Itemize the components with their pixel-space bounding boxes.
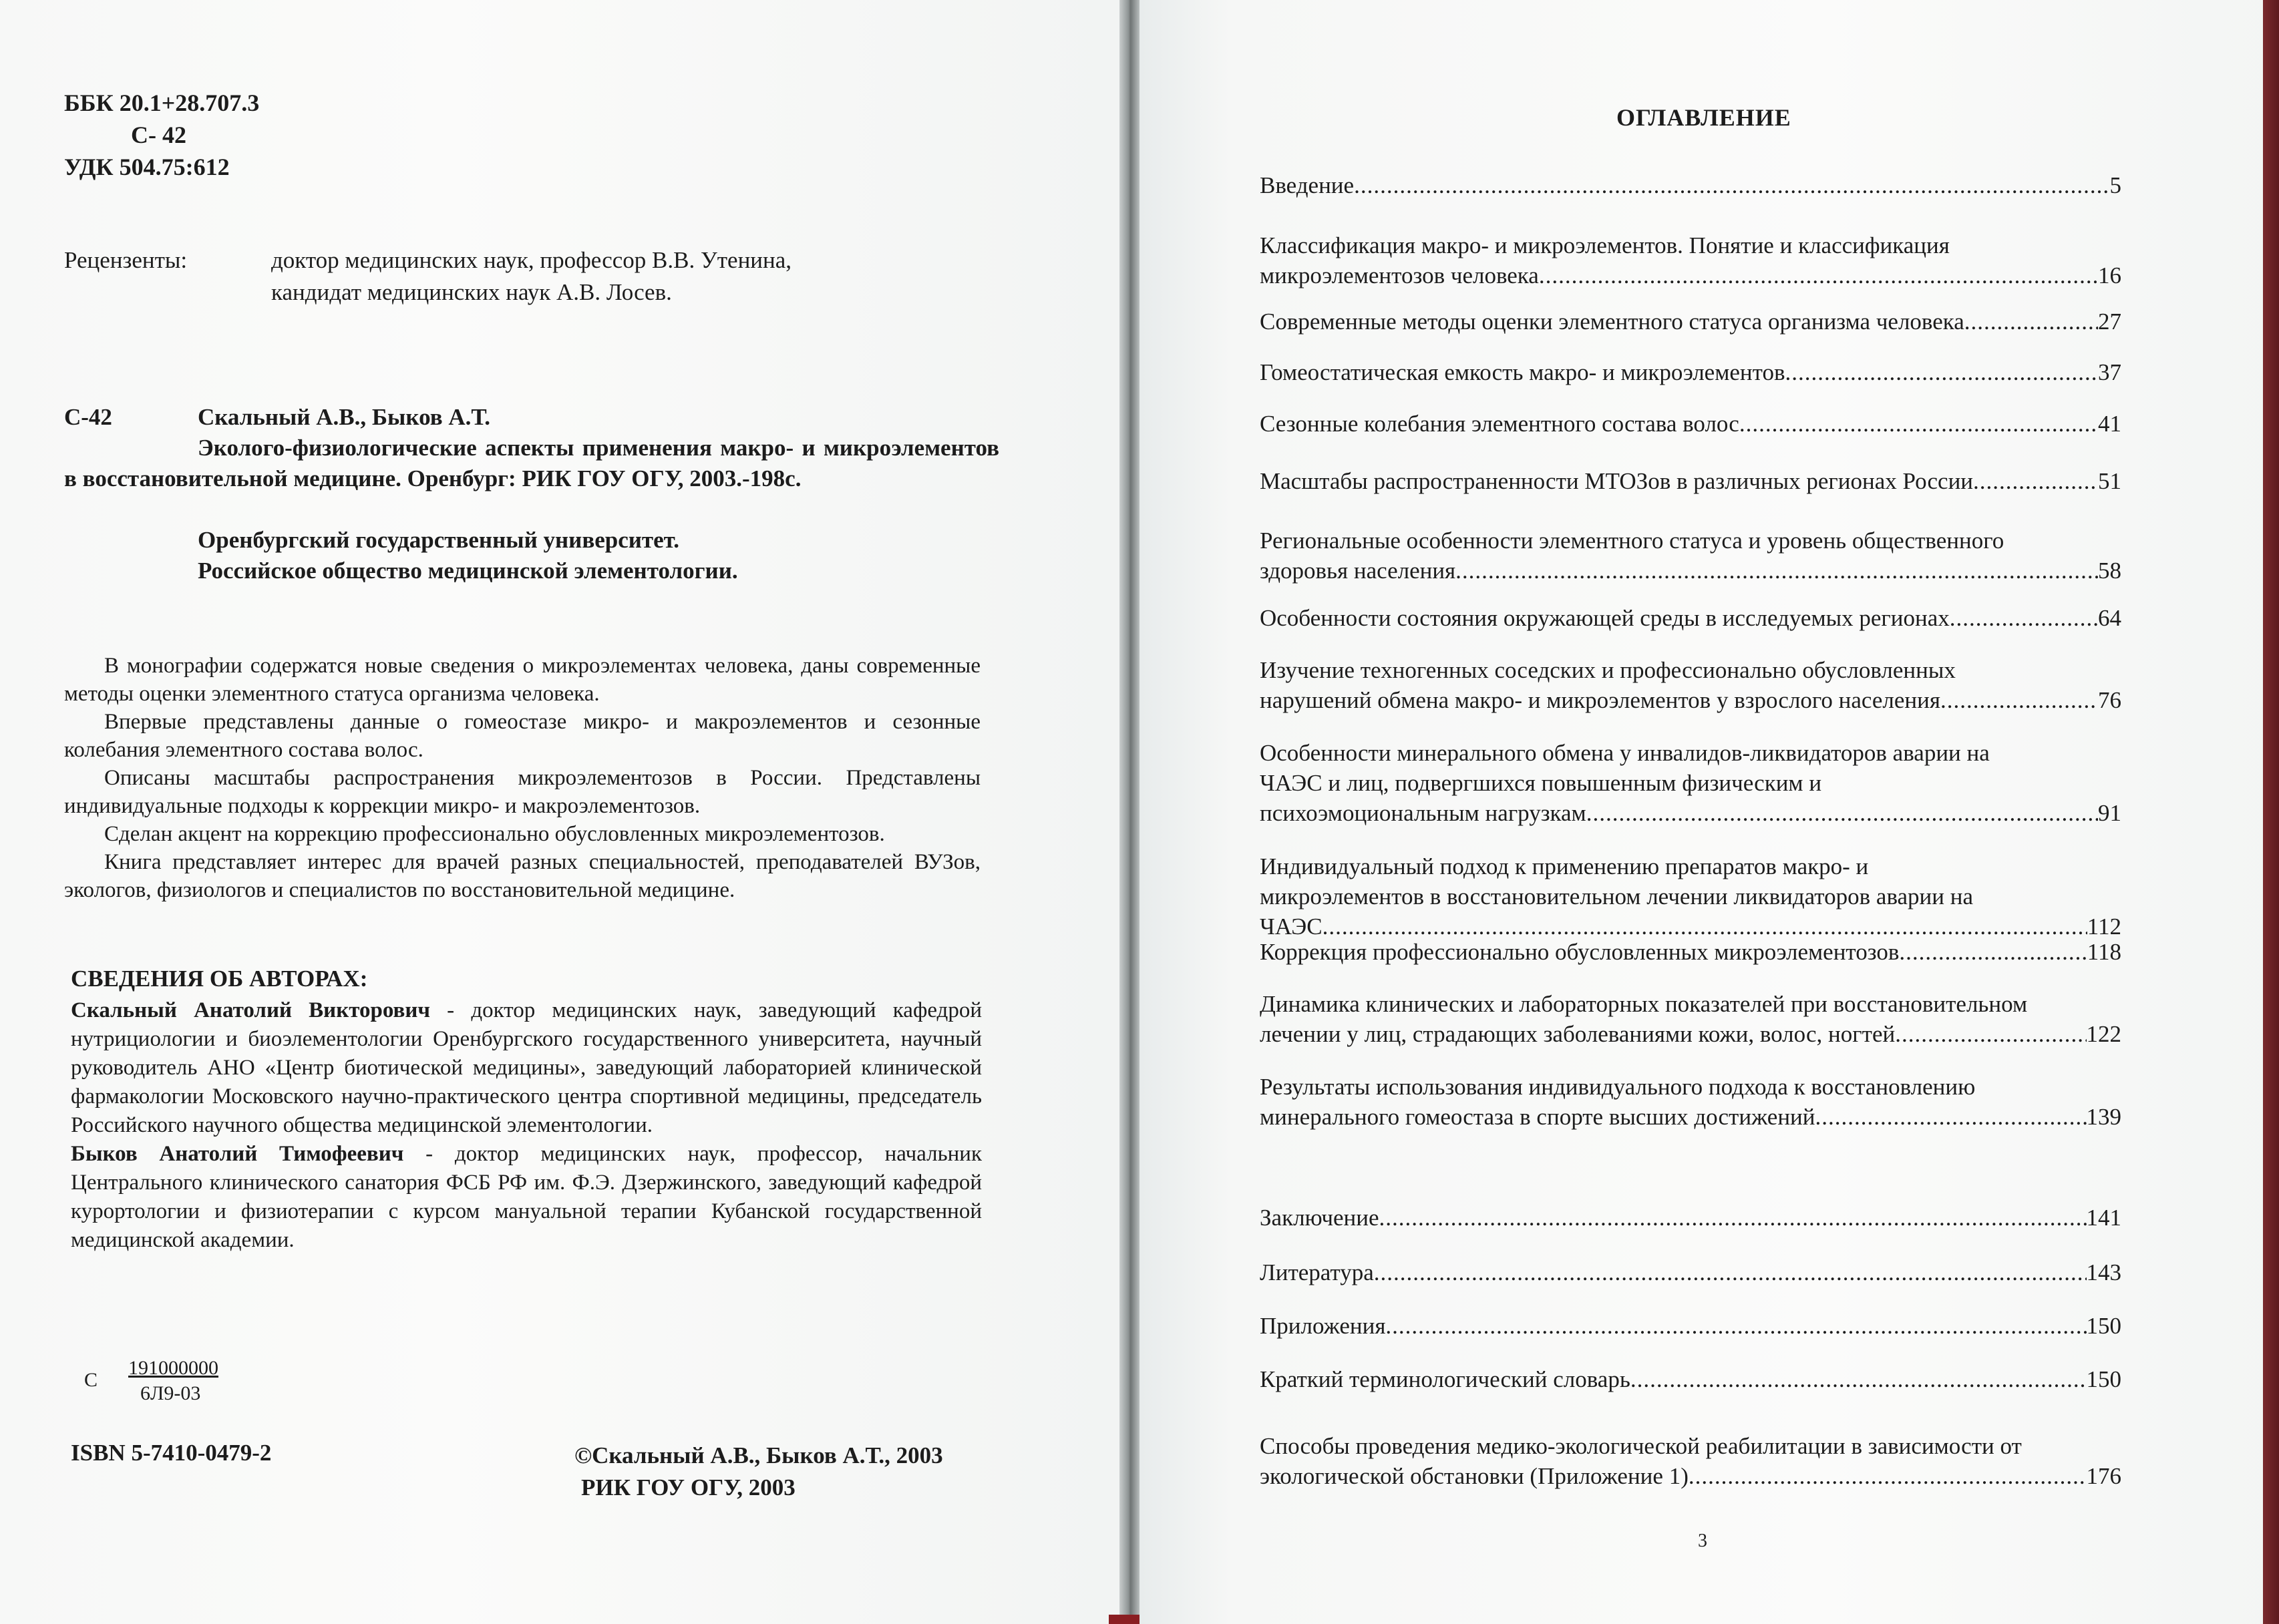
code-number: 191000000 <box>128 1357 218 1379</box>
toc-entry <box>1260 853 2121 944</box>
toc-entry-leader-row <box>1260 1366 2121 1396</box>
author-1-bio: - доктор медицинских наук, заведующий кафедрой нутрициологии и биоэлементологии Оренбургского государственного университета, научный руководитель АНО «Центр биотической медицины», заведующий лабораторией клинической фармакологии Московского научно-практического центра спортивной медицины, председатель Российского научного общества медицинской элементологии. <box>71 998 982 1137</box>
toc-entry-title: Приложения <box>1260 1313 1386 1339</box>
toc-entry-title: экологической обстановки (Приложение 1) <box>1260 1463 1689 1489</box>
abstract-paragraph: Сделан акцент на коррекцию профессионально обусловленных микроэлементозов. <box>104 822 885 846</box>
isbn: ISBN 5-7410-0479-2 <box>71 1440 272 1466</box>
toc-dot-leader <box>1323 914 2087 940</box>
toc-page-number: 41 <box>2098 411 2121 437</box>
toc-entry-leader-row <box>1260 468 2121 498</box>
left-page <box>0 0 1119 1624</box>
toc-dot-leader <box>1539 262 2098 289</box>
author-1-bio-paragraph <box>71 996 982 1140</box>
toc-page-number: 76 <box>2098 687 2121 713</box>
toc-entry-leader-row <box>1260 172 2121 202</box>
citation-code: С-42 <box>64 404 112 430</box>
toc-dot-leader <box>1899 939 2087 966</box>
toc-entry-title: Масштабы распространенности МТОЗов в различных регионах России <box>1260 468 1974 494</box>
toc-entry <box>1260 740 2121 830</box>
authors-heading: СВЕДЕНИЯ ОБ АВТОРАХ: <box>71 966 368 992</box>
toc-dot-leader <box>1385 1313 2086 1340</box>
toc-page-number: 118 <box>2087 939 2121 965</box>
reviewers-names <box>271 244 792 309</box>
toc-dot-leader <box>1785 359 2099 386</box>
toc-dot-leader <box>1630 1366 2087 1393</box>
abstract <box>64 652 981 904</box>
toc-entry-line: Способы проведения медико-экологической реабилитации в зависимости от <box>1260 1433 2022 1459</box>
toc-entry-leader-row <box>1260 558 2121 588</box>
toc-entry <box>1260 605 2121 635</box>
toc-entry-line: Особенности минерального обмена у инвалидов-ликвидаторов аварии на <box>1260 740 1990 766</box>
toc-entry-title: Коррекция профессионально обусловленных микроэлементозов <box>1260 939 1900 965</box>
copyright-line-2: РИК ГОУ ОГУ, 2003 <box>581 1474 796 1500</box>
toc-dot-leader <box>1895 1021 2086 1048</box>
toc-entry-leader-row <box>1260 939 2121 969</box>
toc-page-number: 5 <box>2109 172 2121 198</box>
toc-entry-title: Краткий терминологический словарь <box>1260 1366 1630 1392</box>
toc-entry <box>1260 468 2121 498</box>
bibliographic-codes <box>64 87 259 183</box>
toc-entry-leader-row <box>1260 309 2121 339</box>
abstract-paragraph: Впервые представлены данные о гомеостазе микро- и макроэлементов и сезонные колебания элементного состава волос. <box>64 710 981 762</box>
citation-org-1: Оренбургский государственный университет. <box>198 527 679 553</box>
toc-title: ОГЛАВЛЕНИЕ <box>1616 104 1791 131</box>
toc-entry <box>1260 939 2121 969</box>
author-sign: С- 42 <box>131 122 186 148</box>
toc-entry-line: Изучение техногенных соседских и профессионально обусловленных <box>1260 657 1956 683</box>
toc-entry-title: микроэлементозов человека <box>1260 262 1539 288</box>
toc-entry-leader-row <box>1260 687 2121 717</box>
toc-entry-line: Классификация макро- и микроэлементов. Понятие и классификация <box>1260 232 1950 258</box>
toc-dot-leader <box>1739 411 2098 437</box>
toc-entry-leader-row <box>1260 1463 2121 1493</box>
toc-page-number: 58 <box>2098 558 2121 584</box>
copyright <box>574 1440 943 1504</box>
citation-description: Эколого-физиологические аспекты применения макро- и микроэлементов в восстановительной медицине. Оренбург: РИК ГОУ ОГУ, 2003.-198с. <box>64 435 999 491</box>
code-sub: 6Л9-03 <box>140 1382 201 1404</box>
toc-entry-title: Литература <box>1260 1259 1374 1285</box>
toc-dot-leader <box>1379 1205 2087 1231</box>
author-2-bio-paragraph <box>71 1140 982 1255</box>
toc-page-number: 91 <box>2098 800 2121 826</box>
toc-page-number: 141 <box>2086 1205 2121 1231</box>
toc-entry-leader-row <box>1260 262 2121 292</box>
toc-entry-title: ЧАЭС <box>1260 914 1323 940</box>
toc-page-number: 122 <box>2086 1021 2121 1047</box>
toc-entry-leader-row <box>1260 800 2121 830</box>
abstract-paragraph: Книга представляет интерес для врачей разных специальностей, преподавателей ВУЗов, экологов, физиологов и специалистов по восстановительной медицине. <box>64 850 981 902</box>
toc-entry-line: микроэлементов в восстановительном лечении ликвидаторов аварии на <box>1260 883 1974 909</box>
toc-dot-leader <box>1354 172 2109 199</box>
toc-page-number: 150 <box>2086 1313 2121 1339</box>
author-1-name: Скальный Анатолий Викторович <box>71 998 430 1022</box>
toc-entry-line: Результаты использования индивидуального подхода к восстановлению <box>1260 1074 1976 1100</box>
toc-entry-title: лечении у лиц, страдающих заболеваниями кожи, волос, ногтей <box>1260 1021 1896 1047</box>
toc-dot-leader <box>1973 468 2098 495</box>
toc-entry-leader-row <box>1260 359 2121 389</box>
toc-entry-leader-row <box>1260 1104 2121 1134</box>
bbk-code: ББК 20.1+28.707.3 <box>64 89 260 116</box>
copyright-line-1: ©Скальный А.В., Быков А.Т., 2003 <box>574 1442 943 1468</box>
toc-entry <box>1260 309 2121 339</box>
toc-entry <box>1260 1433 2121 1493</box>
toc-entry-title: Современные методы оценки элементного статуса организма человека <box>1260 309 1964 335</box>
toc-dot-leader <box>1374 1259 2087 1286</box>
udk-code: УДК 504.75:612 <box>64 154 230 180</box>
toc-entry <box>1260 172 2121 202</box>
toc-page-number: 139 <box>2086 1104 2121 1130</box>
cover-edge-right <box>2263 0 2279 1624</box>
toc-entry-line: Динамика клинических и лабораторных показателей при восстановительном <box>1260 991 2028 1017</box>
toc-entry <box>1260 232 2121 292</box>
reviewer-2: кандидат медицинских наук А.В. Лосев. <box>271 279 672 305</box>
toc-entry-leader-row <box>1260 605 2121 635</box>
toc-entry <box>1260 1313 2121 1343</box>
toc-entry-title: Особенности состояния окружающей среды в исследуемых регионах <box>1260 605 1950 631</box>
toc-entry-title: Заключение <box>1260 1205 1379 1231</box>
toc-entry <box>1260 1074 2121 1134</box>
abstract-paragraph: В монографии содержатся новые сведения о микроэлементах человека, даны современные методы оценки элементного статуса организма человека. <box>64 654 981 706</box>
toc-entry-leader-row <box>1260 1313 2121 1343</box>
toc-entry-title: здоровья населения <box>1260 558 1456 584</box>
toc-dot-leader <box>1586 800 2098 827</box>
toc-entry-line: Региональные особенности элементного статуса и уровень общественного <box>1260 528 2004 554</box>
toc-dot-leader <box>1455 558 2098 584</box>
toc-page-number: 37 <box>2098 359 2121 385</box>
toc-page-number: 16 <box>2098 262 2121 288</box>
page-number: 3 <box>1698 1531 1707 1551</box>
citation-authors: Скальный А.В., Быков А.Т. <box>198 404 490 430</box>
reviewers-label: Рецензенты: <box>64 247 188 273</box>
toc-entry <box>1260 1366 2121 1396</box>
author-2-bio: - доктор медицинских наук, профессор, начальник Центрального клинического санатория ФСБ РФ им. Ф.Э. Дзержинского, заведующий кафедрой курортологии и физиотерапии с курсом мануальной терапии Кубанской государственной медицинской академии. <box>71 1142 982 1252</box>
toc-entry-title: психоэмоциональным нагрузкам <box>1260 800 1586 826</box>
toc-dot-leader <box>1815 1104 2087 1131</box>
toc-entry <box>1260 1205 2121 1235</box>
toc-dot-leader <box>1689 1463 2087 1490</box>
toc-entry-title: Гомеостатическая емкость макро- и микроэлементов <box>1260 359 1785 385</box>
toc-entry-line: Индивидуальный подход к применению препаратов макро- и <box>1260 853 1869 879</box>
toc-page-number: 51 <box>2098 468 2121 494</box>
author-bios <box>71 996 982 1255</box>
toc-entry-leader-row <box>1260 1021 2121 1051</box>
abstract-paragraph: Описаны масштабы распространения микроэлементозов в России. Представлены индивидуальные подходы к коррекции микро- и макроэлементозов. <box>64 766 981 818</box>
toc-dot-leader <box>1950 605 2098 632</box>
reviewer-1: доктор медицинских наук, профессор В.В. Утенина, <box>271 247 792 273</box>
toc-entry-leader-row <box>1260 1205 2121 1235</box>
toc-entry-title: минерального гомеостаза в спорте высших достижений <box>1260 1104 1815 1130</box>
code-letter: С <box>84 1369 98 1391</box>
toc-entry-leader-row <box>1260 1259 2121 1289</box>
toc-entry <box>1260 359 2121 389</box>
toc-page-number: 143 <box>2086 1259 2121 1285</box>
author-2-name: Быков Анатолий Тимофеевич <box>71 1142 404 1166</box>
toc-page-number: 112 <box>2087 914 2121 940</box>
citation-org-2: Российское общество медицинской элементологии. <box>198 558 738 584</box>
toc-entry-title: Сезонные колебания элементного состава волос <box>1260 411 1739 437</box>
toc-page-number: 27 <box>2098 309 2121 335</box>
toc-entry-line: ЧАЭС и лиц, подвергшихся повышенным физическим и <box>1260 770 1822 796</box>
toc-entry <box>1260 1259 2121 1289</box>
toc-page-number: 150 <box>2086 1366 2121 1392</box>
toc-entry <box>1260 411 2121 441</box>
toc-entry <box>1260 528 2121 588</box>
toc-page-number: 64 <box>2098 605 2121 631</box>
toc-entry-title: нарушений обмена макро- и микроэлементов у взрослого населения <box>1260 687 1940 713</box>
toc-page-number: 176 <box>2086 1463 2121 1489</box>
toc-dot-leader <box>1940 687 2098 714</box>
toc-entry-leader-row <box>1260 411 2121 441</box>
toc-dot-leader <box>1964 309 2098 335</box>
book-gutter <box>1119 0 1140 1624</box>
toc-entry <box>1260 991 2121 1051</box>
toc-entry-title: Введение <box>1260 172 1355 198</box>
toc-entry <box>1260 657 2121 717</box>
